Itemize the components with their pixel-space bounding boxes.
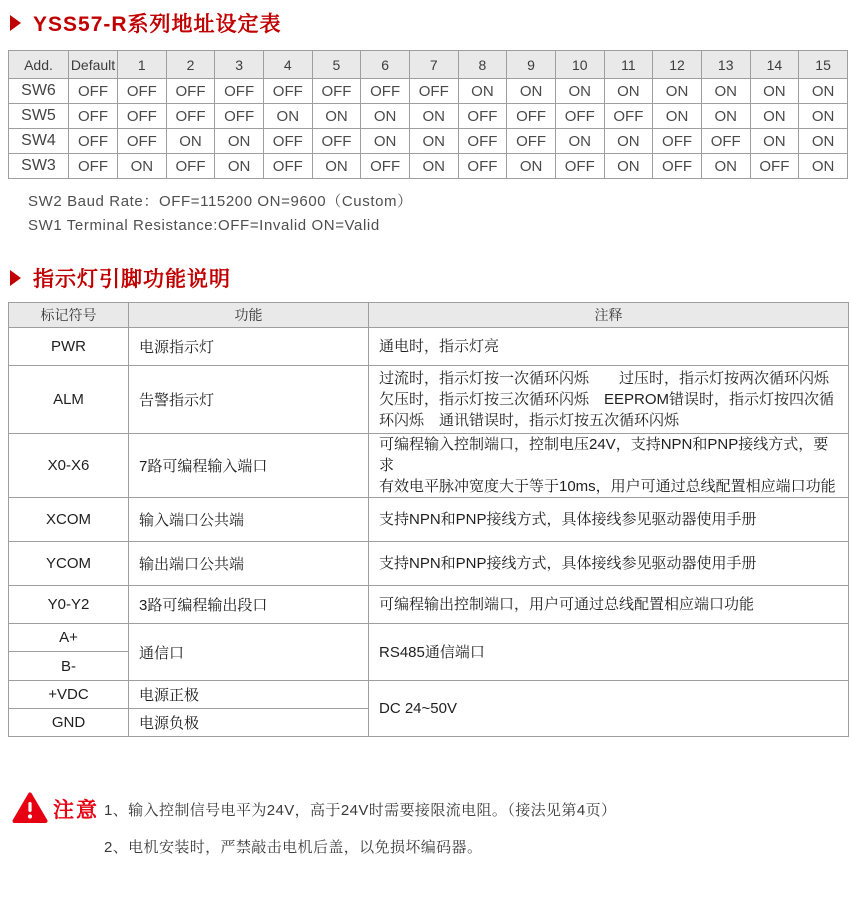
pin-function: 电源负极 bbox=[129, 709, 369, 737]
addr-cell: ON bbox=[409, 129, 458, 154]
addr-cell: OFF bbox=[409, 79, 458, 104]
col-header-12: 12 bbox=[653, 51, 702, 79]
note-line: 可编程输入控制端口，控制电压24V，支持NPN和PNP接线方式，要求 bbox=[379, 436, 829, 474]
pin-table bbox=[8, 302, 849, 737]
addr-cell: OFF bbox=[555, 104, 604, 129]
col-header-11: 11 bbox=[604, 51, 653, 79]
addr-cell: ON bbox=[604, 154, 653, 179]
addr-cell: OFF bbox=[263, 79, 312, 104]
sw-label: SW3 bbox=[9, 154, 69, 179]
pin-symbol: PWR bbox=[9, 328, 129, 366]
addr-cell: ON bbox=[555, 129, 604, 154]
table-row-sw6 bbox=[9, 79, 848, 104]
addr-cell: OFF bbox=[69, 154, 118, 179]
addr-cell: OFF bbox=[69, 129, 118, 154]
addr-cell: OFF bbox=[458, 129, 507, 154]
pin-symbol: YCOM bbox=[9, 542, 129, 586]
addr-cell: OFF bbox=[458, 154, 507, 179]
addr-cell: ON bbox=[312, 104, 361, 129]
sw1-note: SW1 Terminal Resistance:OFF=Invalid ON=Valid bbox=[28, 217, 380, 234]
section1-title: YSS57-R系列地址设定表 bbox=[33, 13, 282, 36]
addr-cell: ON bbox=[604, 129, 653, 154]
col-header-7: 7 bbox=[409, 51, 458, 79]
addr-cell: ON bbox=[799, 154, 848, 179]
addr-cell: OFF bbox=[555, 154, 604, 179]
table-row-y0y2 bbox=[9, 586, 849, 624]
addr-cell: ON bbox=[409, 154, 458, 179]
addr-cell: OFF bbox=[118, 104, 167, 129]
addr-cell: OFF bbox=[215, 79, 264, 104]
addr-cell: OFF bbox=[118, 79, 167, 104]
addr-cell: ON bbox=[653, 104, 702, 129]
addr-cell: OFF bbox=[701, 129, 750, 154]
pin-table-header-row bbox=[9, 303, 849, 328]
address-table-header-row bbox=[9, 51, 848, 79]
sw-label: SW4 bbox=[9, 129, 69, 154]
col-header-add: Add. bbox=[9, 51, 69, 79]
col-header-3: 3 bbox=[215, 51, 264, 79]
addr-cell: OFF bbox=[166, 79, 215, 104]
pin-symbol: Y0-Y2 bbox=[9, 586, 129, 624]
pin-symbol: ALM bbox=[9, 366, 129, 434]
col-header-14: 14 bbox=[750, 51, 799, 79]
sw-label: SW5 bbox=[9, 104, 69, 129]
pin-symbol: GND bbox=[9, 709, 129, 737]
sw2-note: SW2 Baud Rate：OFF=115200 ON=9600（Custom） bbox=[28, 193, 413, 210]
pin-note bbox=[369, 681, 849, 737]
pin-note bbox=[369, 366, 849, 434]
note-line: 可编程输出控制端口，用户可通过总线配置相应端口功能 bbox=[379, 596, 755, 613]
pin-symbol: XCOM bbox=[9, 498, 129, 542]
pin-note bbox=[369, 624, 849, 681]
col-header-1: 1 bbox=[118, 51, 167, 79]
section2-title: 指示灯引脚功能说明 bbox=[33, 268, 231, 291]
addr-cell: ON bbox=[701, 79, 750, 104]
addr-cell: ON bbox=[263, 104, 312, 129]
addr-cell: OFF bbox=[215, 104, 264, 129]
addr-cell: ON bbox=[361, 129, 410, 154]
addr-cell: ON bbox=[750, 79, 799, 104]
note-line: 环闪烁 通讯错误时，指示灯按五次循环闪烁 bbox=[379, 412, 680, 429]
addr-cell: ON bbox=[701, 104, 750, 129]
addr-cell: ON bbox=[799, 79, 848, 104]
addr-cell: OFF bbox=[312, 129, 361, 154]
addr-cell: OFF bbox=[118, 129, 167, 154]
address-table bbox=[8, 50, 848, 179]
addr-cell: OFF bbox=[750, 154, 799, 179]
note-line: RS485通信端口 bbox=[379, 643, 485, 661]
table-row-sw4 bbox=[9, 129, 848, 154]
section2-title-row bbox=[10, 263, 231, 293]
addr-cell: OFF bbox=[69, 104, 118, 129]
addr-cell: ON bbox=[750, 104, 799, 129]
addr-cell: ON bbox=[118, 154, 167, 179]
table-row-sw5 bbox=[9, 104, 848, 129]
pin-note bbox=[369, 328, 849, 366]
addr-cell: OFF bbox=[361, 154, 410, 179]
note-line: 过流时，指示灯按一次循环闪烁 过压时，指示灯按两次循环闪烁 bbox=[379, 370, 830, 387]
col-header-13: 13 bbox=[701, 51, 750, 79]
note-line: DC 24~50V bbox=[379, 700, 457, 717]
addr-cell: ON bbox=[653, 79, 702, 104]
addr-cell: ON bbox=[409, 104, 458, 129]
notice-item-1: 1、输入控制信号电平为24V，高于24V时需要接限流电阻。（接法见第4页） bbox=[104, 802, 617, 819]
col-header-10: 10 bbox=[555, 51, 604, 79]
table-row-alm bbox=[9, 366, 849, 434]
notice-item-2: 2、电机安装时，严禁敲击电机后盖，以免损坏编码器。 bbox=[104, 839, 483, 856]
note-line: 有效电平脉冲宽度大于等于10ms，用户可通过总线配置相应端口功能 bbox=[379, 478, 836, 495]
table-row-pwr bbox=[9, 328, 849, 366]
col-header-function: 功能 bbox=[129, 303, 369, 328]
table-row-sw3 bbox=[9, 154, 848, 179]
addr-cell: OFF bbox=[312, 79, 361, 104]
addr-cell: ON bbox=[555, 79, 604, 104]
table-row-a-plus bbox=[9, 624, 849, 652]
addr-cell: ON bbox=[215, 154, 264, 179]
note-line: 欠压时，指示灯按三次循环闪烁 EEPROM错误时，指示灯按四次循 bbox=[379, 391, 835, 408]
col-header-6: 6 bbox=[361, 51, 410, 79]
pin-symbol: X0-X6 bbox=[9, 434, 129, 498]
addr-cell: ON bbox=[507, 79, 556, 104]
table-row-x0x6 bbox=[9, 434, 849, 498]
addr-cell: ON bbox=[215, 129, 264, 154]
addr-cell: ON bbox=[799, 104, 848, 129]
pin-function: 输入端口公共端 bbox=[129, 498, 369, 542]
pin-function: 告警指示灯 bbox=[129, 366, 369, 434]
col-header-2: 2 bbox=[166, 51, 215, 79]
addr-cell: OFF bbox=[166, 154, 215, 179]
addr-cell: ON bbox=[361, 104, 410, 129]
col-header-default: Default bbox=[69, 51, 118, 79]
pin-function: 输出端口公共端 bbox=[129, 542, 369, 586]
addr-cell: OFF bbox=[458, 104, 507, 129]
note-line: 通电时，指示灯亮 bbox=[379, 338, 500, 355]
section1-title-row bbox=[10, 8, 282, 38]
addr-cell: OFF bbox=[361, 79, 410, 104]
pin-note bbox=[369, 586, 849, 624]
col-header-5: 5 bbox=[312, 51, 361, 79]
pin-function: 7路可编程输入端口 bbox=[129, 434, 369, 498]
addr-cell: OFF bbox=[507, 129, 556, 154]
section-marker-icon bbox=[10, 15, 21, 31]
pin-symbol: A+ bbox=[9, 624, 129, 652]
table-row-ycom bbox=[9, 542, 849, 586]
pin-function: 通信口 bbox=[129, 624, 369, 681]
addr-cell: ON bbox=[458, 79, 507, 104]
addr-cell: OFF bbox=[604, 104, 653, 129]
col-header-9: 9 bbox=[507, 51, 556, 79]
pin-note bbox=[369, 498, 849, 542]
addr-cell: ON bbox=[166, 129, 215, 154]
col-header-symbol: 标记符号 bbox=[9, 303, 129, 328]
addr-cell: ON bbox=[799, 129, 848, 154]
pin-function: 3路可编程输出段口 bbox=[129, 586, 369, 624]
section-marker-icon bbox=[10, 270, 21, 286]
addr-cell: OFF bbox=[69, 79, 118, 104]
col-header-note: 注释 bbox=[369, 303, 849, 328]
col-header-8: 8 bbox=[458, 51, 507, 79]
pin-symbol: B- bbox=[9, 652, 129, 681]
addr-cell: OFF bbox=[263, 154, 312, 179]
notice-label: 注意 bbox=[53, 799, 99, 822]
pin-note bbox=[369, 542, 849, 586]
pin-function: 电源正极 bbox=[129, 681, 369, 709]
addr-cell: OFF bbox=[653, 154, 702, 179]
addr-cell: ON bbox=[701, 154, 750, 179]
col-header-15: 15 bbox=[799, 51, 848, 79]
addr-cell: ON bbox=[507, 154, 556, 179]
col-header-4: 4 bbox=[263, 51, 312, 79]
addr-cell: OFF bbox=[166, 104, 215, 129]
table-row-vdc bbox=[9, 681, 849, 709]
pin-function: 电源指示灯 bbox=[129, 328, 369, 366]
addr-cell: OFF bbox=[263, 129, 312, 154]
note-line: 支持NPN和PNP接线方式，具体接线参见驱动器使用手册 bbox=[379, 555, 757, 572]
addr-cell: ON bbox=[312, 154, 361, 179]
sw-label: SW6 bbox=[9, 79, 69, 104]
addr-cell: ON bbox=[750, 129, 799, 154]
addr-cell: OFF bbox=[653, 129, 702, 154]
table-row-xcom bbox=[9, 498, 849, 542]
pin-symbol: +VDC bbox=[9, 681, 129, 709]
addr-cell: OFF bbox=[507, 104, 556, 129]
pin-note bbox=[369, 434, 849, 498]
addr-cell: ON bbox=[604, 79, 653, 104]
warning-triangle-icon bbox=[12, 792, 48, 829]
note-line: 支持NPN和PNP接线方式，具体接线参见驱动器使用手册 bbox=[379, 511, 757, 528]
